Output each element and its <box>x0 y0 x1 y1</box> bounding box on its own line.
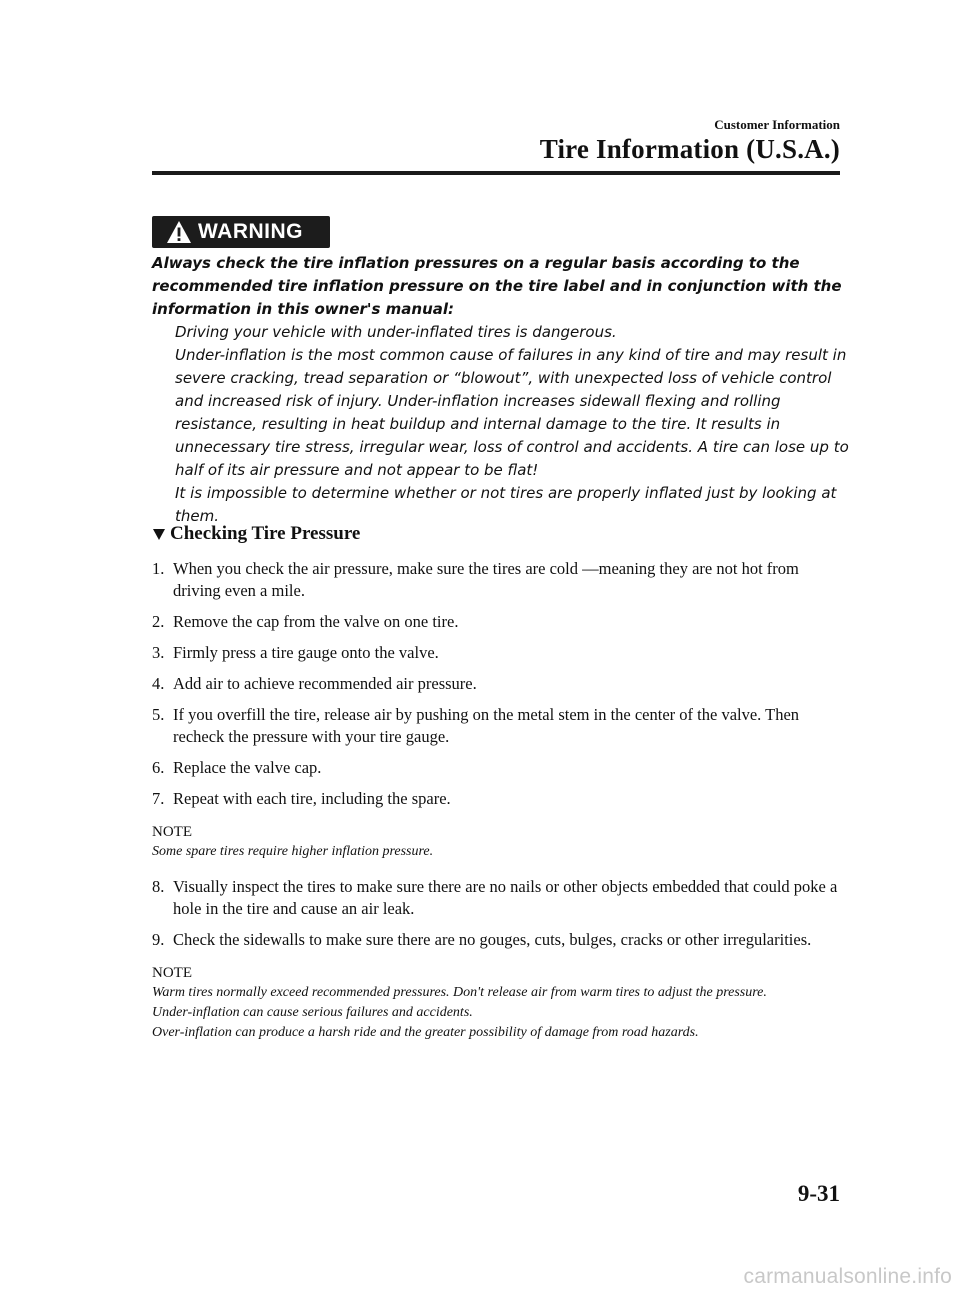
warning-paragraph: It is impossible to determine whether or not tires are properly inflated just by looking at them. <box>175 484 837 525</box>
warning-paragraph: Driving your vehicle with under-inflated tires is dangerous. <box>175 323 617 341</box>
step-number: 3. <box>152 643 165 662</box>
note-line: Under-inflation can cause serious failures and accidents. <box>152 1005 473 1020</box>
step-text: If you overfill the tire, release air by pushing on the metal stem in the center of the valve. Then recheck the pressure with your tire gauge. <box>173 705 800 746</box>
warning-paragraph: Under-inflation is the most common cause of failures in any kind of tire and may result in severe cracking, tread separation or “blowout”, with unexpected loss of vehicle control and increased risk of injury. Under-inflation increases sidewall flexing and rolling resistance, resulting in heat buildup and internal damage to the tire. It results in unnecessary tire stress, irregular wear, loss of control and accidents. A tire can lose up to half of its air pressure and not appear to be flat! <box>175 346 849 479</box>
step-text: Repeat with each tire, including the spare. <box>173 789 451 808</box>
step-text: Add air to achieve recommended air pressure. <box>173 674 477 693</box>
step-number: 4. <box>152 674 165 693</box>
note-label: NOTE <box>152 965 192 981</box>
content <box>152 558 840 1057</box>
step-number: 1. <box>152 559 165 578</box>
step-item <box>152 642 840 664</box>
warning-badge <box>152 216 330 248</box>
down-triangle-icon <box>152 527 166 541</box>
step-item <box>152 558 840 602</box>
step-item <box>152 757 840 779</box>
warning-block <box>152 252 852 528</box>
step-item <box>152 611 840 633</box>
step-item <box>152 788 840 810</box>
note-block <box>152 822 840 862</box>
step-text: When you check the air pressure, make sure the tires are cold —meaning they are not hot from driving even a mile. <box>173 559 799 600</box>
chapter-title: Tire Information (U.S.A.) <box>539 134 840 164</box>
page-number: 9-31 <box>797 1181 840 1206</box>
note-line: Over-inflation can produce a harsh ride and the greater possibility of damage from road hazards. <box>152 1025 699 1040</box>
section-heading <box>152 523 360 545</box>
note-label: NOTE <box>152 824 192 840</box>
step-number: 2. <box>152 612 165 631</box>
section-heading-text: Checking Tire Pressure <box>170 523 361 544</box>
warning-triangle-icon <box>166 220 192 244</box>
step-text: Firmly press a tire gauge onto the valve. <box>173 643 439 662</box>
note-line: Warm tires normally exceed recommended pressures. Don't release air from warm tires to adjust the pressure. <box>152 985 767 1000</box>
step-item <box>152 673 840 695</box>
header-rule <box>152 171 840 175</box>
step-text: Replace the valve cap. <box>173 758 322 777</box>
note-text <box>152 983 840 1043</box>
step-list-b <box>152 876 840 951</box>
step-number: 6. <box>152 758 165 777</box>
step-number: 5. <box>152 705 165 724</box>
step-text: Visually inspect the tires to make sure there are no nails or other objects embedded that could poke a hole in the tire and cause an air leak. <box>173 877 838 918</box>
note-text <box>152 842 840 862</box>
step-text: Remove the cap from the valve on one tire. <box>173 612 459 631</box>
section-label: Customer Information <box>714 117 840 132</box>
step-item <box>152 876 840 920</box>
step-number: 9. <box>152 930 165 949</box>
note-line: Some spare tires require higher inflation pressure. <box>152 844 434 859</box>
warning-body <box>175 321 852 528</box>
step-item <box>152 929 840 951</box>
step-list-a <box>152 558 840 810</box>
warning-lead: Always check the tire inflation pressures on a regular basis according to the recommended tire inflation pressure on the tire label and in conjunction with the information in this owner's manual: <box>152 254 842 318</box>
warning-label: WARNING <box>198 220 303 243</box>
step-number: 8. <box>152 877 165 896</box>
watermark: carmanualsonline.info <box>743 1265 952 1288</box>
step-number: 7. <box>152 789 165 808</box>
step-item <box>152 704 840 748</box>
step-text: Check the sidewalls to make sure there are no gouges, cuts, bulges, cracks or other irregularities. <box>173 930 812 949</box>
note-block <box>152 963 840 1043</box>
